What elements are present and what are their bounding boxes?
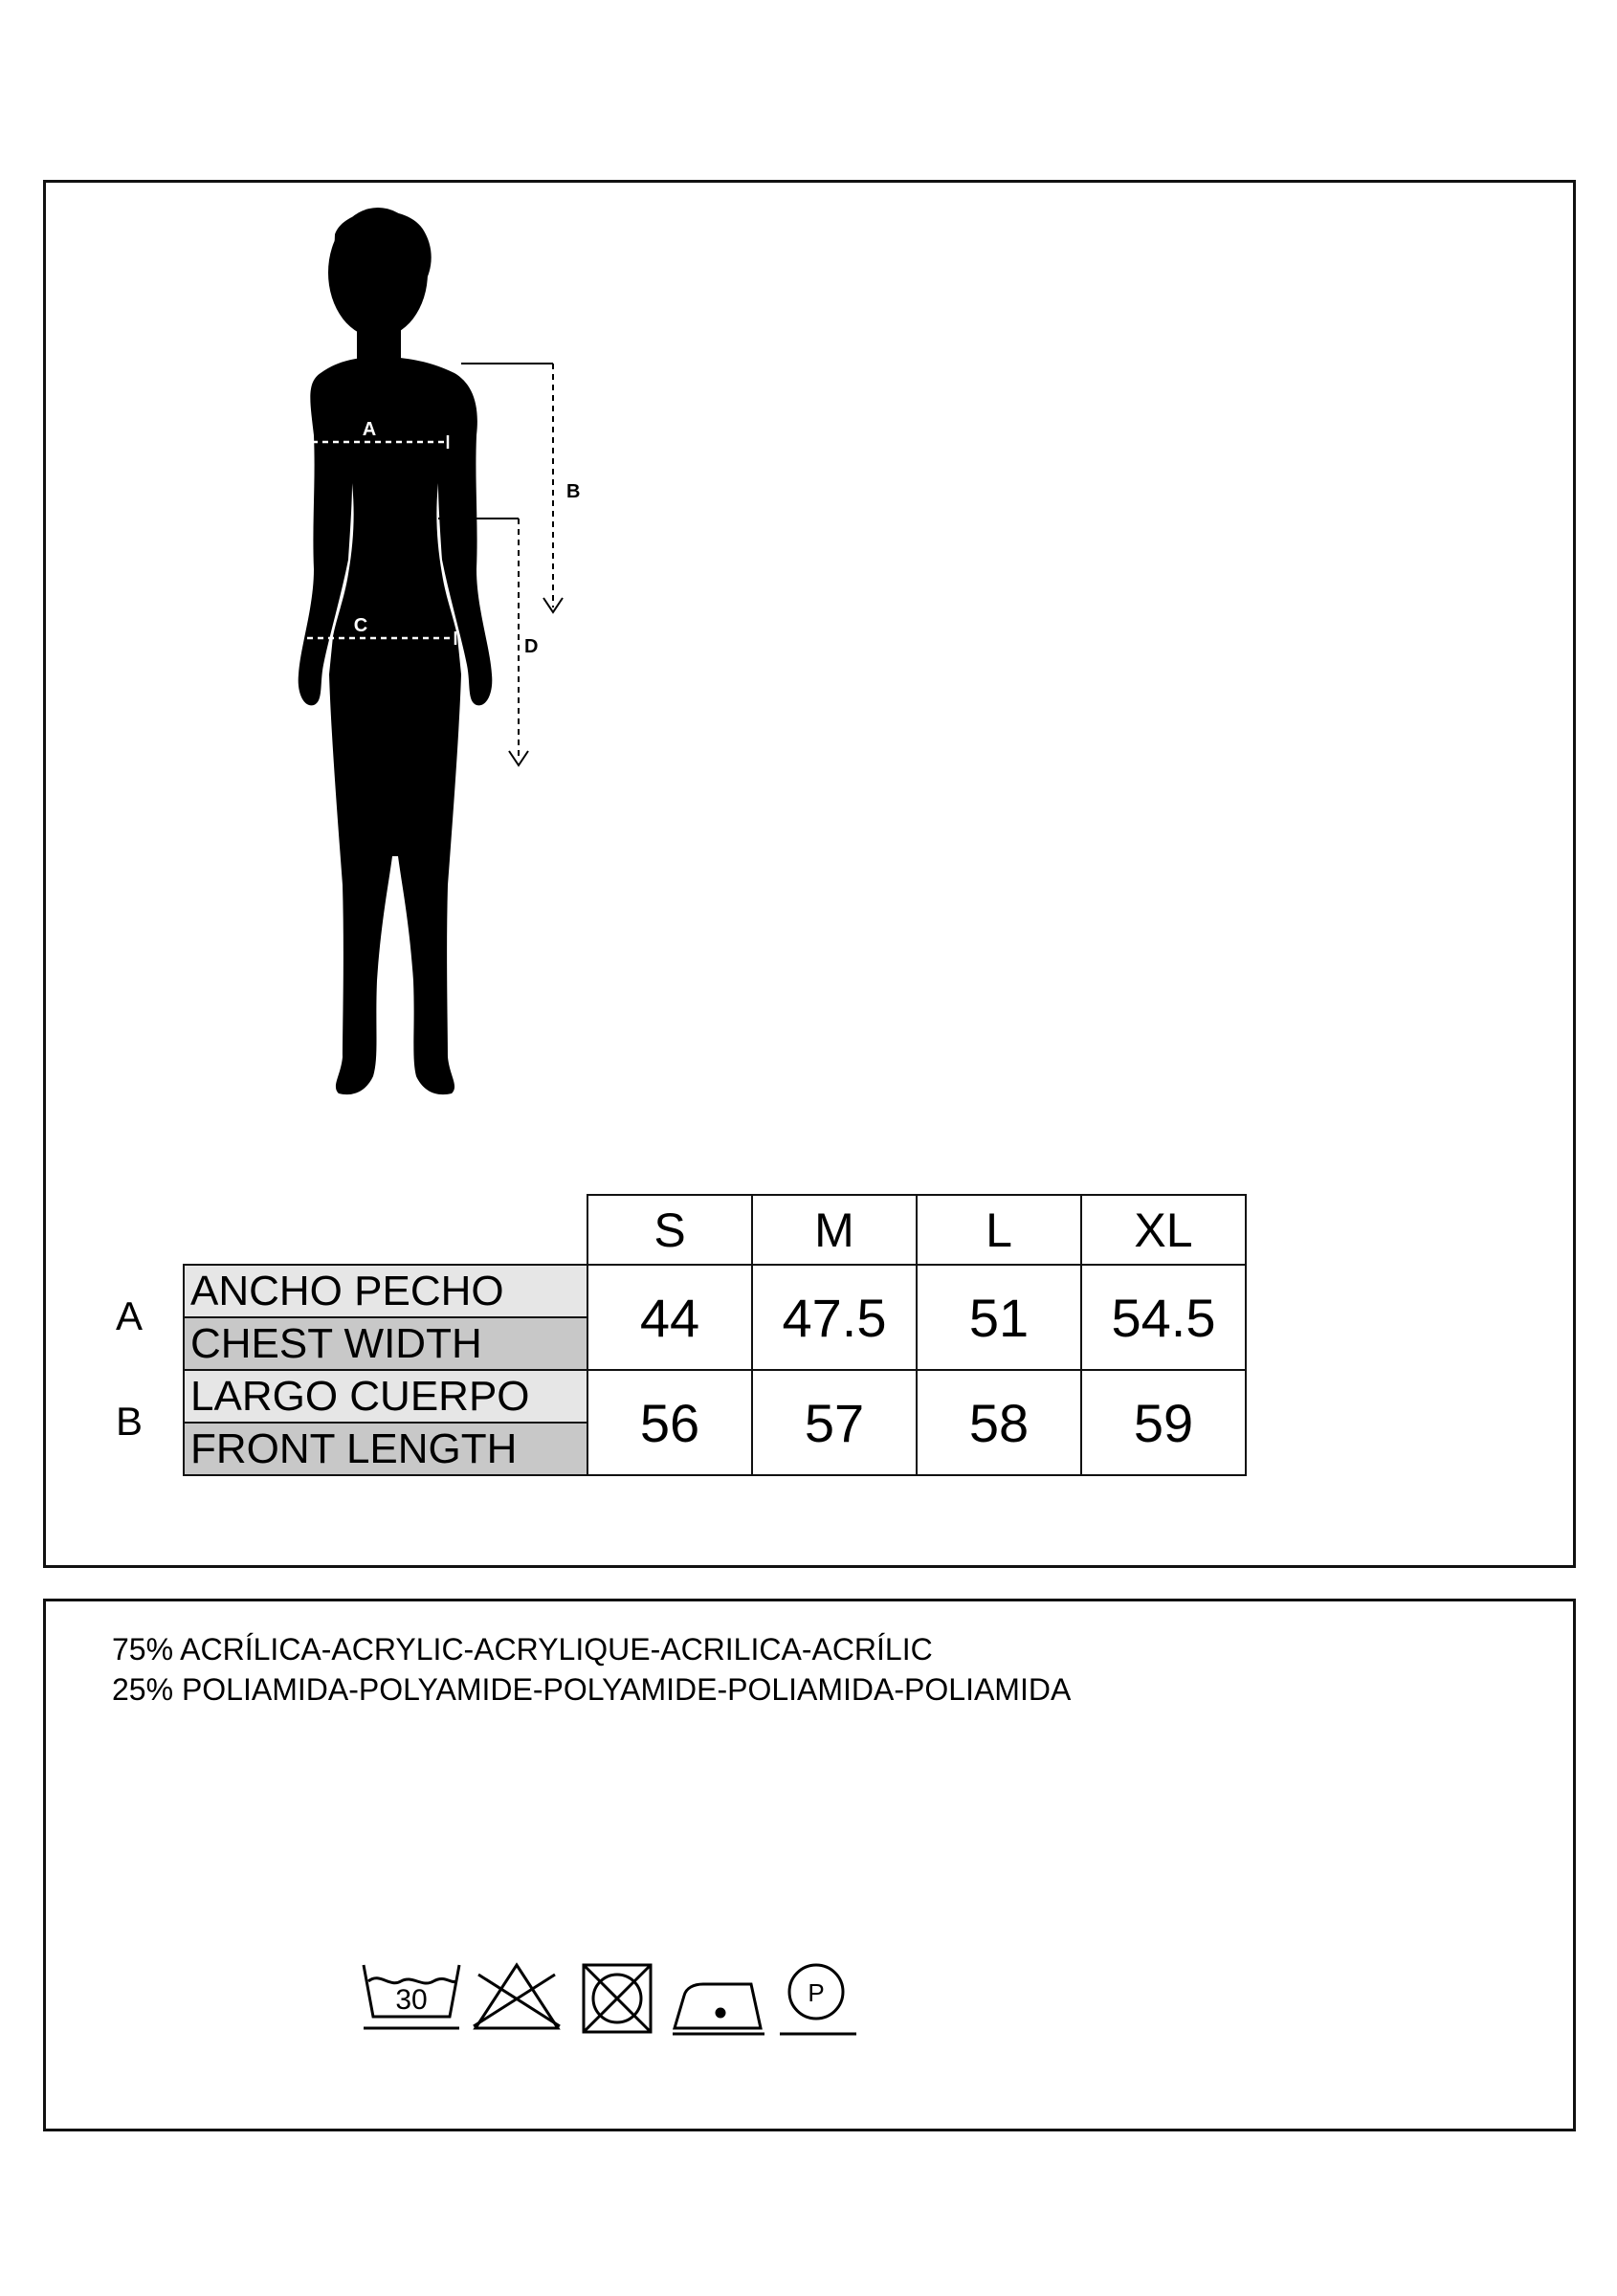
- label-front-length: FRONT LENGTH: [183, 1422, 588, 1476]
- row-letter-b: B: [115, 1399, 143, 1444]
- value-a-xl: 54.5: [1080, 1264, 1247, 1371]
- size-header-l: L: [916, 1194, 1082, 1266]
- marker-b-label: B: [566, 481, 581, 502]
- value-b-l: 58: [916, 1369, 1082, 1476]
- dry-clean-letter: P: [808, 1978, 825, 2007]
- marker-c-label: C: [353, 615, 368, 636]
- size-header-xl: XL: [1080, 1194, 1247, 1266]
- size-header-s: S: [587, 1194, 753, 1266]
- body-measurement-figure: [220, 196, 603, 1105]
- wash-30-icon: [364, 1965, 459, 2028]
- row-letter-a: A: [115, 1293, 143, 1338]
- wash-temp-label: 30: [395, 1984, 428, 2016]
- composition-line-acrylic: 75% ACRÍLICA-ACRYLIC-ACRYLIQUE-ACRILICA-ACRÍLIC: [112, 1632, 933, 1667]
- value-b-s: 56: [587, 1369, 753, 1476]
- no-tumble-dry-icon: [584, 1965, 651, 2032]
- value-b-xl: 59: [1080, 1369, 1247, 1476]
- value-a-m: 47.5: [751, 1264, 918, 1371]
- care-symbols: [359, 1957, 866, 2043]
- value-a-s: 44: [587, 1264, 753, 1371]
- female-silhouette: [299, 208, 493, 1094]
- label-largo-cuerpo: LARGO CUERPO: [183, 1369, 588, 1424]
- size-header-m: M: [751, 1194, 918, 1266]
- marker-a-label: A: [362, 419, 377, 440]
- label-ancho-pecho: ANCHO PECHO: [183, 1264, 588, 1318]
- dry-clean-p-icon: [780, 1965, 856, 2034]
- no-bleach-icon: [474, 1965, 560, 2028]
- composition-line-polyamide: 25% POLIAMIDA-POLYAMIDE-POLYAMIDE-POLIAMIDA-POLIAMIDA: [112, 1672, 1072, 1707]
- marker-d-label: D: [524, 636, 539, 657]
- value-b-m: 57: [751, 1369, 918, 1476]
- iron-low-icon: [673, 1984, 764, 2034]
- label-chest-width: CHEST WIDTH: [183, 1316, 588, 1371]
- value-a-l: 51: [916, 1264, 1082, 1371]
